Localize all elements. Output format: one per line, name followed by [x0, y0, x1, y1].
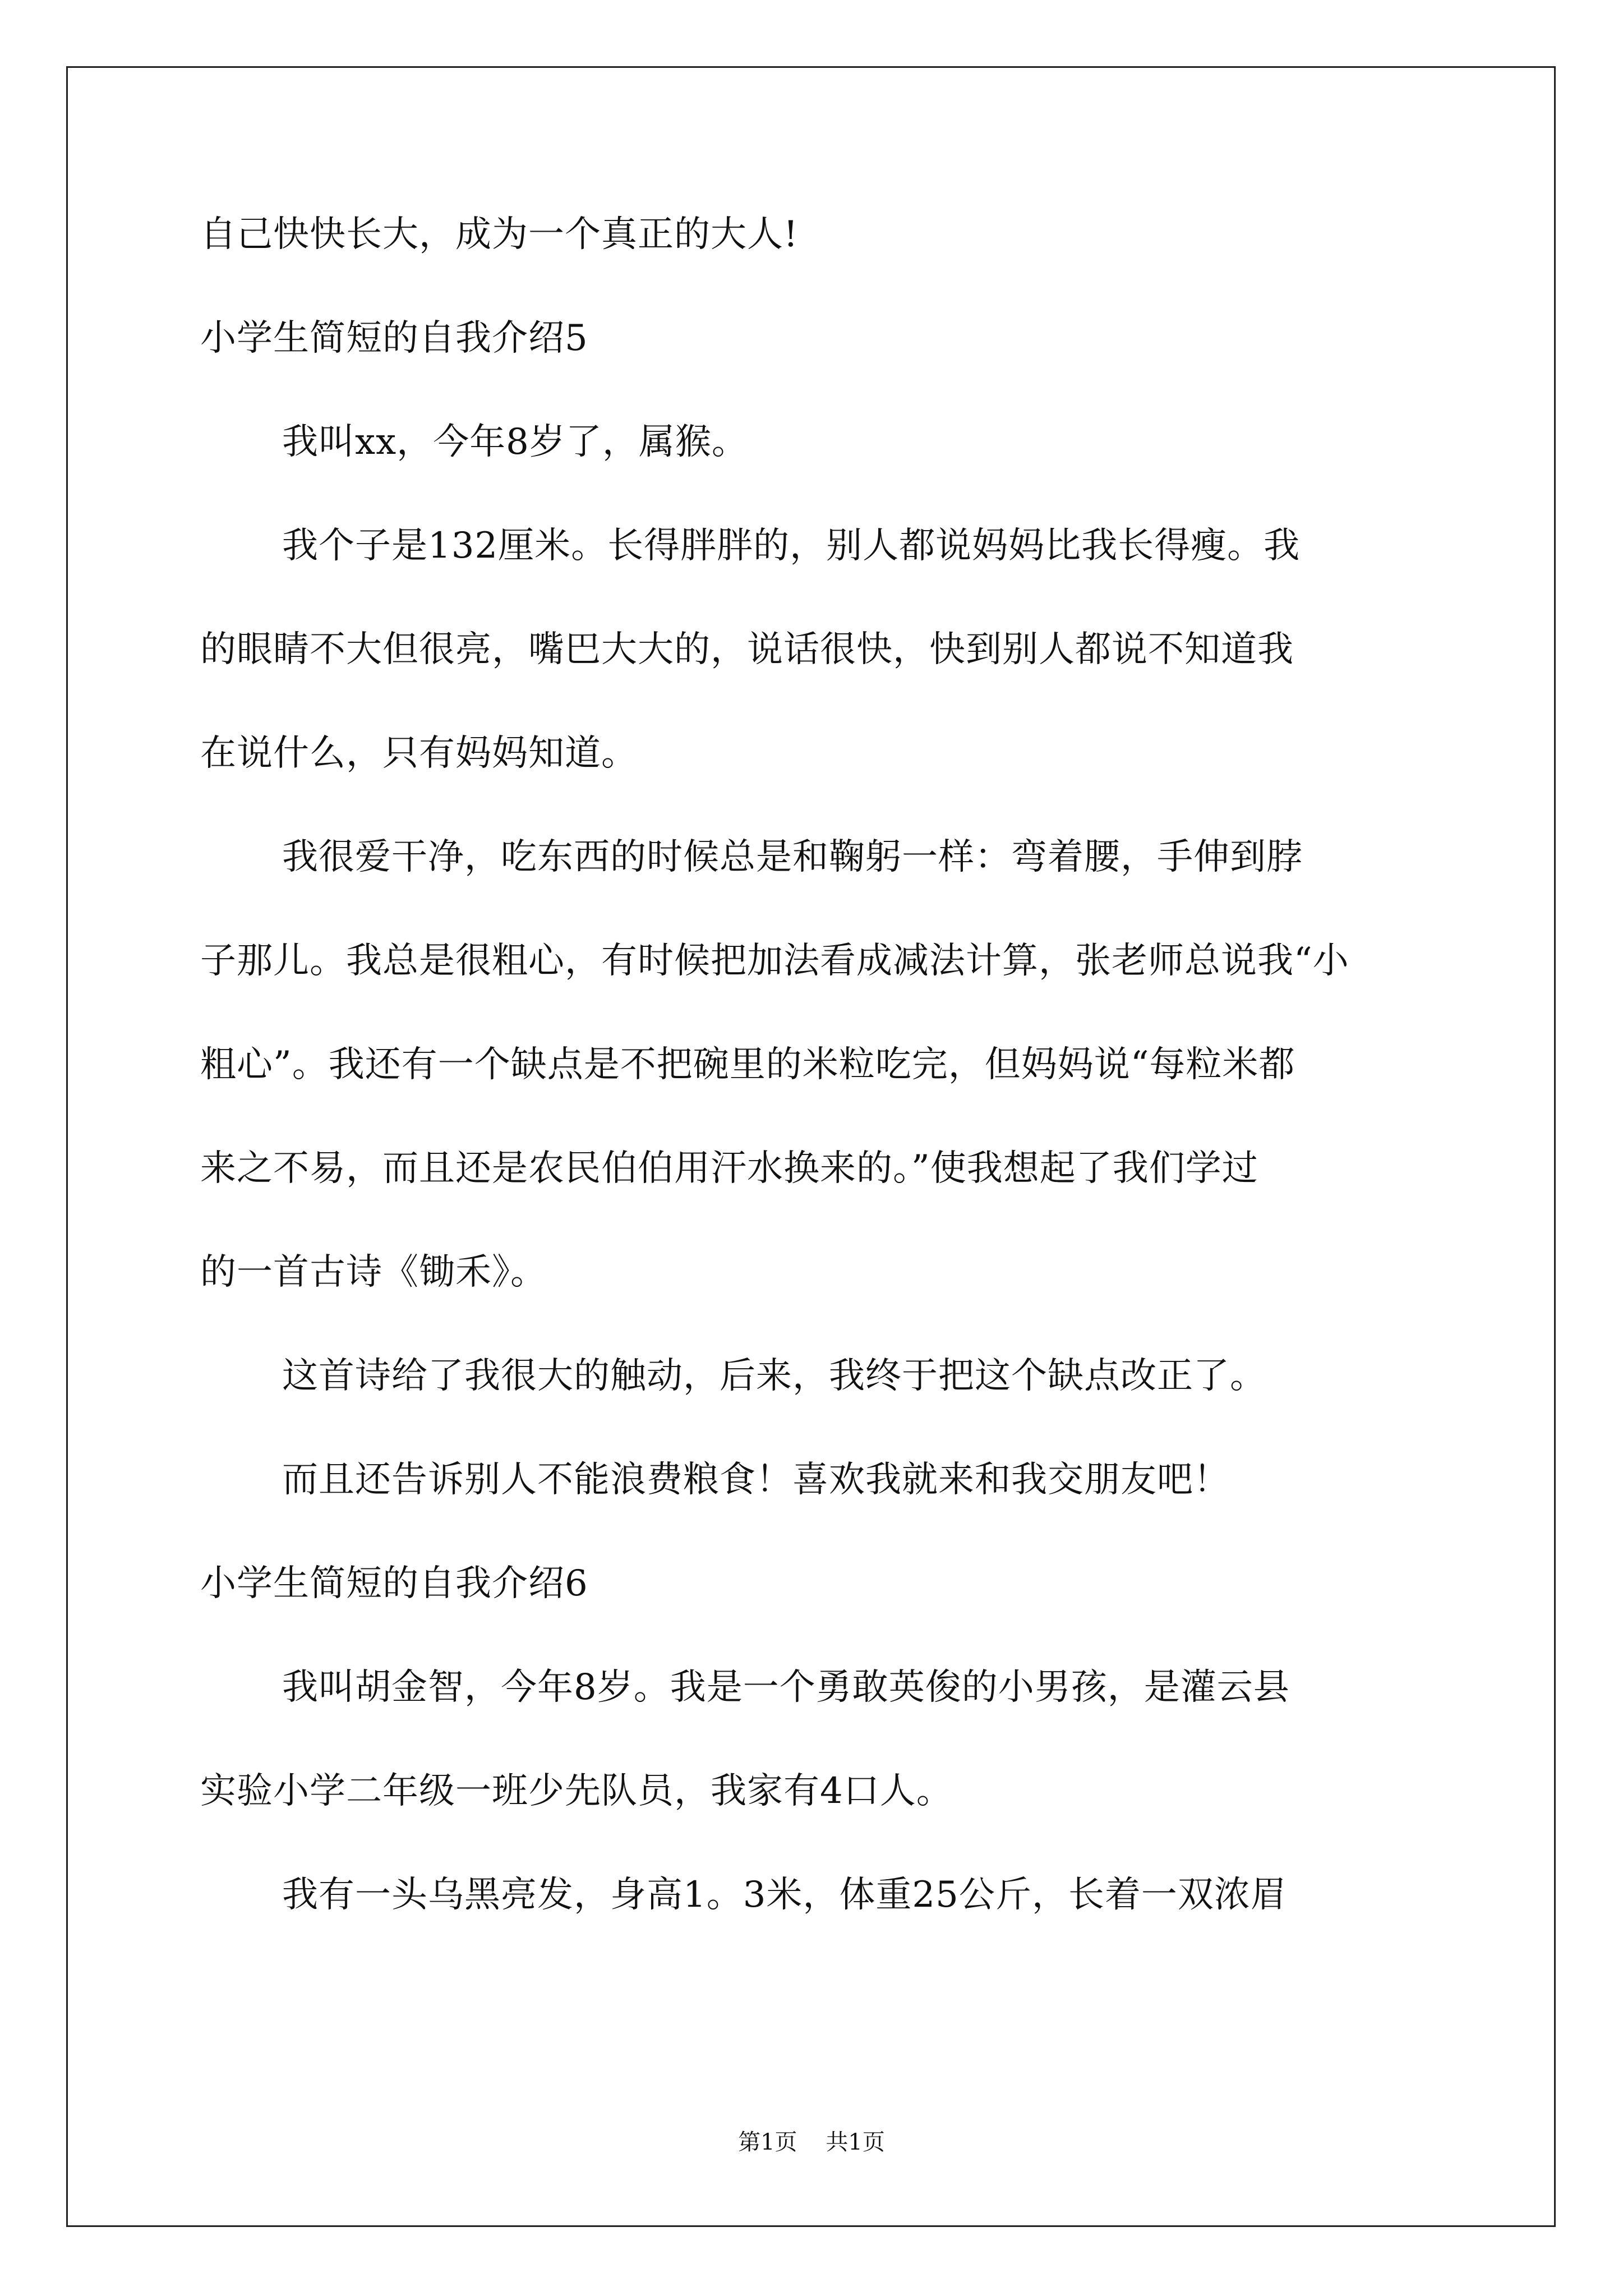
paragraph-line: 我叫胡金智，今年8岁。我是一个勇敢英俊的小男孩，是灌云县: [282, 1667, 1290, 1708]
paragraph-line: 粗心”。我还有一个缺点是不把碗里的米粒吃完，但妈妈说“每粒米都: [200, 1044, 1295, 1085]
paragraph-line: 我个子是132厘米。长得胖胖的，别人都说妈妈比我长得瘦。我: [282, 525, 1301, 567]
paragraph-line: 在说什么，只有妈妈知道。: [200, 733, 638, 774]
paragraph-line: 我有一头乌黑亮发，身高1。3米，体重25公斤，长着一双浓眉: [282, 1874, 1287, 1916]
page-number-footer: 第1页 共1页: [738, 2129, 885, 2155]
section-heading-5: 小学生简短的自我介绍5: [200, 318, 588, 359]
paragraph-line: 我叫xx，今年8岁了，属猴。: [282, 421, 748, 463]
paragraph-line: 的一首古诗《锄禾》。: [200, 1251, 547, 1293]
paragraph-line: 的眼睛不大但很亮，嘴巴大大的，说话很快，快到别人都说不知道我: [200, 629, 1294, 670]
paragraph-line: 自己快快长大，成为一个真正的大人!: [200, 214, 799, 255]
paragraph-line: 而且还告诉别人不能浪费粮食！喜欢我就来和我交朋友吧！: [282, 1459, 1230, 1501]
paragraph-line: 实验小学二年级一班少先队员，我家有4口人。: [200, 1770, 953, 1812]
paragraph-line: 我很爱干净，吃东西的时候总是和鞠躬一样：弯着腰，手伸到脖: [282, 836, 1303, 878]
section-heading-6: 小学生简短的自我介绍6: [200, 1563, 588, 1604]
paragraph-line: 来之不易，而且还是农民伯伯用汗水换来的。”使我想起了我们学过: [200, 1148, 1258, 1189]
paragraph-line: 这首诗给了我很大的触动，后来，我终于把这个缺点改正了。: [282, 1355, 1266, 1397]
paragraph-line: 子那儿。我总是很粗心，有时候把加法看成减法计算，张老师总说我“小: [200, 940, 1349, 982]
